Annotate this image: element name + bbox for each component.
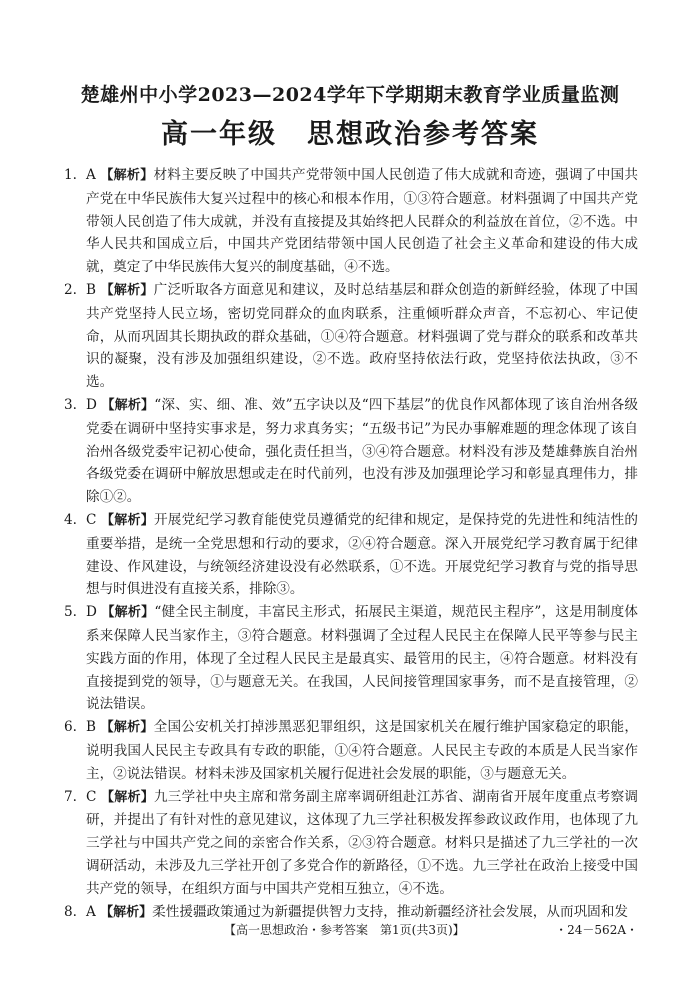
subject-title [0, 112, 700, 151]
question-number: 3. [64, 396, 77, 413]
subject-label: 思想政治参考答案 [307, 119, 539, 150]
grade-label: 高一年级 [161, 119, 277, 150]
analysis-tag: 【解析】 [100, 512, 154, 528]
answer-choice: C [86, 511, 97, 528]
answer-item-1 [64, 164, 638, 279]
answer-choice: D [86, 396, 97, 413]
analysis-tag: 【解析】 [100, 168, 154, 183]
answer-choice: B [86, 719, 96, 736]
answer-item-2 [64, 279, 638, 394]
analysis-text: 九三学社中央主席和常务副主席率调研组赴江苏省、湖南省开展年度重点考察调研，并提出了有针对性的意见建议，这体现了九三学社积极发挥参政议政作用，也体现了九三学社与中国共产党之间的亲密合作关系，②③符合题意。材料只是描述了九三学社的一次调研活动，未涉及九三学社开创了多党合作的新路径，①不选。九三学社在政治上接受中国共产党的领导，在组织方面与中国共产党相互独立，④不选。 [86, 788, 639, 897]
answer-item-7 [64, 786, 638, 901]
question-number: 8. [64, 903, 77, 920]
analysis-tag: 【解析】 [101, 397, 155, 413]
footer-page-info: 【高一思想政治・参考答案 第1页(共3页)】 [224, 923, 465, 937]
question-number: 7. [64, 788, 77, 805]
exam-title: 楚雄州中小学2023—2024学年下学期期末教育学业质量监测 [80, 84, 620, 106]
answer-item-5 [64, 601, 638, 716]
question-number: 1. [64, 167, 77, 183]
analysis-tag: 【解析】 [100, 282, 154, 298]
answer-choice: B [86, 281, 96, 298]
answer-list [64, 164, 638, 924]
answer-choice: D [86, 604, 97, 621]
analysis-tag: 【解析】 [100, 720, 154, 736]
answer-item-3 [64, 394, 638, 509]
analysis-tag: 【解析】 [101, 605, 155, 621]
answer-item-6 [64, 716, 638, 785]
question-number: 6. [64, 719, 77, 736]
analysis-tag: 【解析】 [100, 789, 154, 805]
answer-choice: A [86, 167, 96, 183]
answer-item-4 [64, 509, 638, 601]
question-number: 5. [64, 604, 77, 621]
question-number: 2. [64, 281, 77, 298]
analysis-text: 柔性援疆政策通过为新疆提供智力支持，推动新疆经济社会发展，从而巩固和发 [152, 903, 628, 920]
analysis-text: 开展党纪学习教育能使党员遵循党的纪律和规定，是保持党的先进性和纯洁性的重要举措，是统一全党思想和行动的要求，②④符合题意。深入开展党纪学习教育属于纪律建设、作风建设，与统领经济建设没有必然联系，①不选。开展党纪学习教育与党的指导思想与时俱进没有直接关系，排除③。 [86, 511, 639, 598]
analysis-text: 全国公安机关打掉涉黑恶犯罪组织，这是国家机关在履行维护国家稳定的职能，说明我国人民民主专政具有专政的职能，①④符合题意。人民民主专政的本质是人民当家作主，②说法错误。材料未涉及国家机关履行促进社会发展的职能，③与题意无关。 [86, 719, 638, 782]
question-number: 4. [64, 511, 77, 528]
analysis-text: “深、实、细、准、效”五字诀以及“四下基层”的优良作风都体现了该自治州各级党委在调研中坚持实事求是，努力求真务实；“五级书记”为民办事解难题的理念体现了该自治州各级党委牢记初心使命，强化责任担当，③④符合题意。材料没有涉及楚雄彝族自治州各级党委在调研中解放思想或走在时代前列，也没有涉及加强理论学习和彰显真理伟力，排除①②。 [86, 396, 638, 506]
answer-choice: C [86, 788, 97, 805]
footer-paper-code: ・24－562A・ [555, 923, 638, 937]
analysis-text: 材料主要反映了中国共产党带领中国人民创造了伟大成就和奇迹，强调了中国共产党在中华民族伟大复兴过程中的核心和根本作用，①③符合题意。材料强调了中国共产党带领人民创造了伟大成就，并没有直接提及其始终把人民群众的利益放在首位，②不选。中华人民共和国成立后，中国共产党团结带领中国人民创造了社会主义革命和建设的伟大成就，奠定了中华民族伟大复兴的制度基础，④不选。 [86, 167, 638, 276]
analysis-text: “健全民主制度，丰富民主形式，拓展民主渠道，规范民主程序”，这是用制度体系来保障人民当家作主，③符合题意。材料强调了全过程人民民主在保障人民平等参与民主实践方面的作用，体现了全过程人民民主是最真实、最管用的民主，④符合题意。材料没有直接提到党的领导，①与题意无关。在我国，人民间接管理国家事务，而不是直接管理，②说法错误。 [86, 604, 638, 713]
analysis-text: 广泛听取各方面意见和建议，及时总结基层和群众创造的新鲜经验，体现了中国共产党坚持人民立场，密切党同群众的血肉联系，注重倾听群众声音，不忘初心、牢记使命，从而巩固其长期执政的群众基础，①④符合题意。材料强调了党与群众的联系和改革共识的凝聚，没有涉及加强组织建设，②不选。政府坚持依法行政，党坚持依法执政，③不选。 [86, 281, 638, 391]
answer-choice: A [86, 903, 96, 920]
analysis-tag: 【解析】 [100, 904, 153, 920]
